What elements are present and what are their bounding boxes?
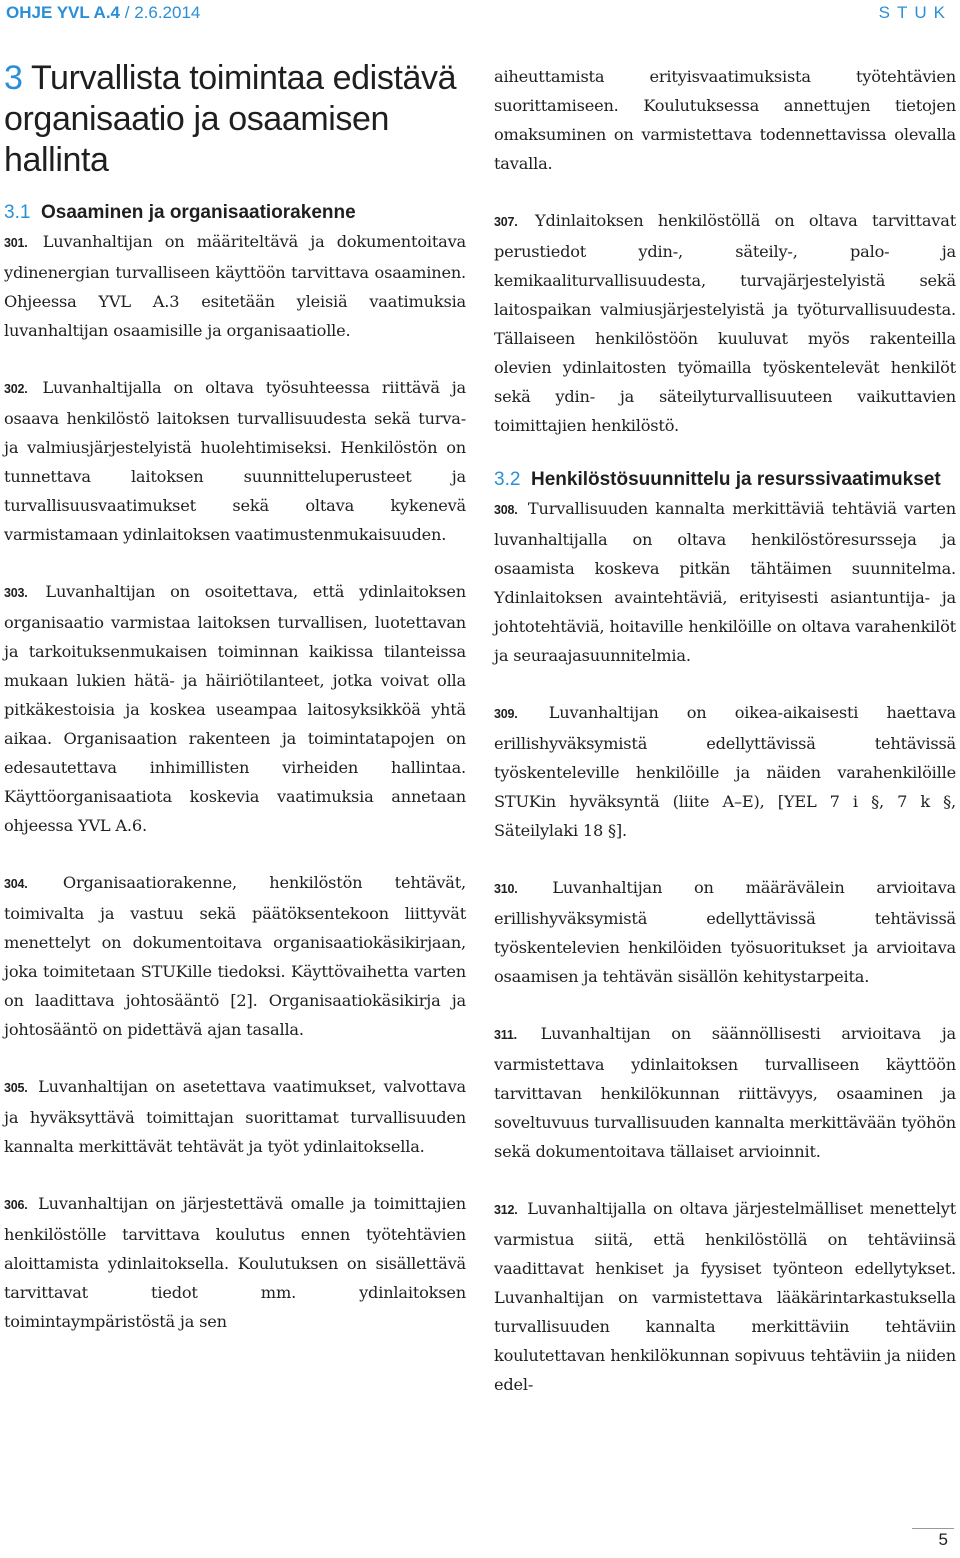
paragraph-number: 304. (4, 877, 28, 891)
paragraph-306 (4, 1189, 466, 1336)
paragraph-text: Luvanhaltijan on asetettava vaatimukset, valvottava ja hyväksyttävä toimittajan suorittamat turvallisuuden kannalta merkittävät tehtävät ja työt ydinlaitoksella. (4, 1077, 466, 1156)
paragraph-text: Luvanhaltijan on osoitettava, että ydinlaitoksen organisaatio varmistaa laitoksen turvallisen, luotettavan ja tarkoituksenmukaisen toiminnan kaikissa tilanteissa mukaan lukien hätä- ja häiriötilanteet, jotka voivat olla pitkäkestoisia ja koskea useampaa laitosyksikköä yhtä aikaa. Organisaation rakenteen ja toimintatapojen on edesautettava inhimillisten virheiden hallintaa. Käyttöorganisaatiota koskevia vaatimuksia annetaan ohjeessa YVL A.6. (4, 582, 466, 835)
page-header (0, 0, 960, 26)
paragraph-number: 306. (4, 1198, 28, 1212)
paragraph-301 (4, 227, 466, 345)
paragraph-number: 312. (494, 1203, 518, 1217)
paragraph-number: 310. (494, 882, 518, 896)
paragraph-308 (494, 494, 956, 670)
paragraph-number: 311. (494, 1028, 517, 1042)
paragraph-number: 308. (494, 503, 518, 517)
paragraph-text: Organisaatiorakenne, henkilöstön tehtävät, toimivalta ja vastuu sekä päätöksentekoon liittyvät menettelyt on dokumentoitava organisaatiokäsikirjaan, joka toimitetaan STUKille tiedoksi. Käyttövaihetta varten on laadittava johtosääntö [2]. Organisaatiokäsikirja ja johtosääntö on pidettävä ajan tasalla. (4, 873, 466, 1039)
paragraph-text: Luvanhaltijan on järjestettävä omalle ja toimittajien henkilöstölle tarvittava koulutus ennen työtehtävien aloittamista ydinlaitoksella. Koulutuksen on sisällettävä tarvittavat tiedot mm. ydinlaitoksen toimintaympäristöstä ja sen (4, 1194, 466, 1331)
paragraph-303 (4, 577, 466, 840)
paragraph-text: Turvallisuuden kannalta merkittäviä tehtäviä varten luvanhaltijalla on oltava henkilöstöresursseja ja osaamista koskeva pitkän tähtäimen suunnitelma. Ydinlaitoksen avaintehtäviä, erityisesti asiantuntija- ja johtotehtäviä, hoitaville henkilöille on oltava varahenkilöt ja seuraajasuunnitelmia. (494, 499, 956, 665)
document-id: OHJE YVL A.4 / 2.6.2014 (6, 3, 201, 22)
document-date: / 2.6.2014 (124, 3, 201, 22)
paragraph-305 (4, 1072, 466, 1161)
paragraph-text: Luvanhaltijalla on oltava järjestelmälliset menettelyt varmistua siitä, että henkilöstöllä on tehtäviinsä vaadittavat henkiset ja fyysiset työnteon edellytykset. Luvanhaltijan on varmistettava lääkärintarkastuksella turvallisuuden kannalta merkittäviin tehtäviin koulutettavan henkilökunnan sopivuus tehtäviin ja niiden edel- (494, 1199, 956, 1394)
footer-rule (912, 1528, 954, 1529)
chapter-number: 3 (4, 59, 23, 97)
stuk-brand: STUK (878, 3, 952, 22)
paragraph-text: Ydinlaitoksen henkilöstöllä on oltava tarvittavat perustiedot ydin-, säteily-, palo- ja kemikaaliturvallisuudesta, turvajärjestelyistä sekä laitospaikan valmiusjärjestelyistä ja työturvallisuudesta. Tällaiseen henkilöstöön kuuluvat myös rakenteilla olevien ydinlaitosten työmailla työskentelevät henkilöt sekä ydin- ja säteilyturvallisuuteen vaikuttavien toimittajien henkilöstö. (494, 211, 956, 435)
chapter-title (4, 58, 466, 181)
paragraph-306-continued (494, 62, 956, 178)
paragraph-text: Luvanhaltijalla on oltava työsuhteessa riittävä ja osaava henkilöstö laitoksen turvallisuudesta sekä turva- ja valmiusjärjestelyistä huolehtimiseksi. Henkilöstön on tunnettava laitoksen suunnitteluperusteet ja turvallisuusvaatimukset sekä oltava kykenevä varmistamaan ydinlaitoksen vaatimustenmukaisuuden. (4, 378, 466, 544)
paragraph-309 (494, 698, 956, 845)
paragraph-text: Luvanhaltijan on määriteltävä ja dokumentoitava ydinenergian turvalliseen käyttöön tarvittava osaaminen. Ohjeessa YVL A.3 esitetään yleisiä vaatimuksia luvanhaltijan osaamisille ja organisaatiolle. (4, 232, 466, 340)
paragraph-310 (494, 873, 956, 991)
paragraph-number: 302. (4, 382, 28, 396)
paragraph-text: aiheuttamista erityisvaatimuksista työtehtävien suorittamiseen. Koulutuksessa annettujen tietojen omaksuminen on varmistettava todennettavissa olevalla tavalla. (494, 67, 956, 173)
section-heading-3-1 (4, 201, 466, 225)
paragraph-304 (4, 868, 466, 1044)
section-number: 3.1 (4, 202, 31, 223)
section-number: 3.2 (494, 469, 521, 490)
left-column (4, 58, 466, 1364)
section-title: Osaaminen ja organisaatiorakenne (40, 202, 356, 223)
paragraph-text: Luvanhaltijan on määrävälein arvioitava erillishyväksymistä edellyttävissä tehtävissä työskentelevien henkilöiden työsuoritukset ja arvioitava osaamisen ja tehtävän sisällön kehitystarpeita. (494, 878, 956, 986)
paragraph-text: Luvanhaltijan on säännöllisesti arvioitava ja varmistettava ydinlaitoksen turvalliseen käyttöön tarvittavan henkilökunnan riittävyys, osaaminen ja soveltuvuus turvallisuuden kannalta merkittävään työhön sekä dokumentoitava tällaiset arvioinnit. (494, 1024, 956, 1161)
paragraph-307 (494, 206, 956, 440)
paragraph-302 (4, 373, 466, 549)
section-title: Henkilöstösuunnittelu ja resurssivaatimukset (530, 469, 941, 490)
paragraph-312 (494, 1194, 956, 1399)
paragraph-number: 305. (4, 1081, 28, 1095)
paragraph-number: 307. (494, 215, 518, 229)
paragraph-311 (494, 1019, 956, 1166)
page-number: 5 (938, 1530, 948, 1549)
right-column (494, 58, 956, 1427)
chapter-title-text: Turvallista toimintaa edistävä organisaatio ja osaamisen hallinta (4, 59, 457, 179)
section-heading-3-2 (494, 468, 956, 492)
paragraph-number: 303. (4, 586, 28, 600)
paragraph-number: 309. (494, 707, 518, 721)
paragraph-text: Luvanhaltijan on oikea-aikaisesti haettava erillishyväksymistä edellyttävissä tehtävissä työskenteleville henkilöille ja näiden varahenkilöille STUKin hyväksyntä (liite A–E), [YEL 7 i §, 7 k §, Säteilylaki 18 §]. (494, 703, 956, 840)
paragraph-number: 301. (4, 236, 28, 250)
